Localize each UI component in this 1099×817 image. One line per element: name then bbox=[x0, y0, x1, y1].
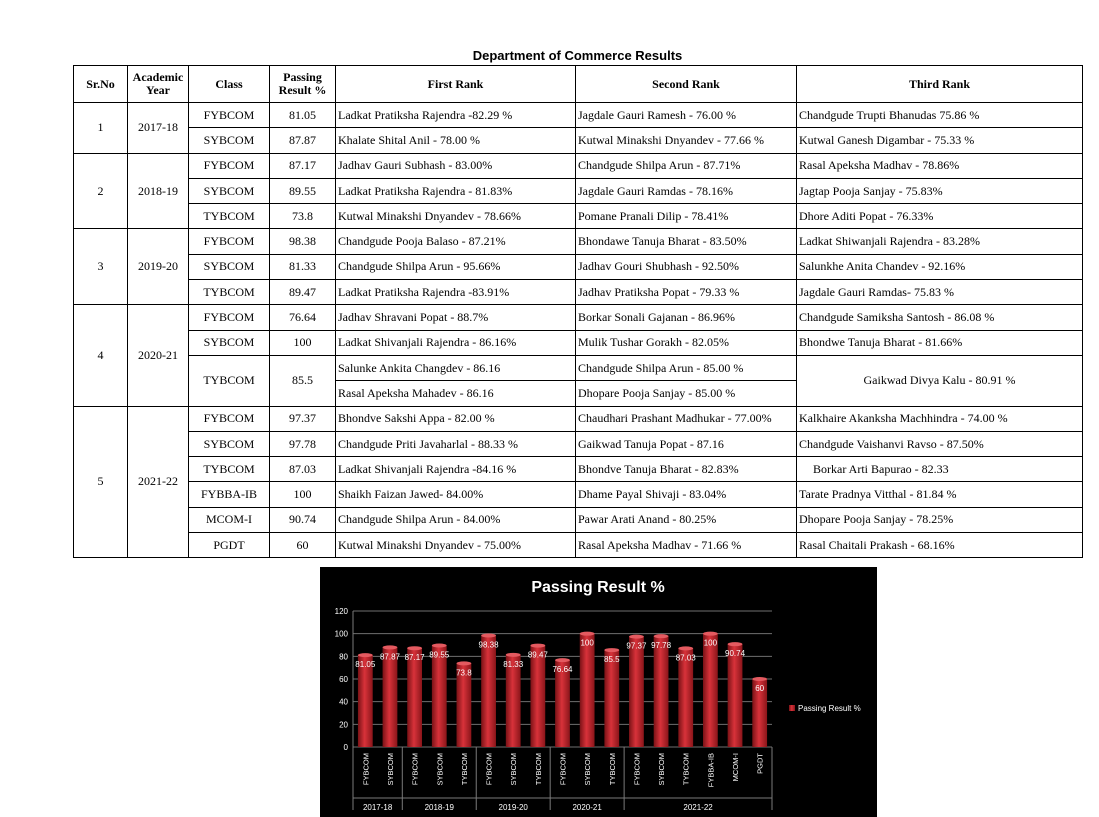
header-academic-year: Academic Year bbox=[128, 66, 189, 103]
table-row bbox=[74, 355, 1083, 380]
header-class: Class bbox=[189, 66, 270, 103]
year-cell: 2019-20 bbox=[128, 229, 189, 305]
class-cell: PGDT bbox=[189, 533, 270, 558]
data-label: 85.5 bbox=[604, 655, 620, 665]
bar-cap bbox=[530, 644, 545, 648]
bar-cap bbox=[383, 645, 398, 649]
third-rank-cell: Dhore Aditi Popat - 76.33% bbox=[797, 204, 1083, 229]
third-rank-cell: Chandgude Samiksha Santosh - 86.08 % bbox=[797, 305, 1083, 330]
third-rank-cell: Ladkat Shiwanjali Rajendra - 83.28% bbox=[797, 229, 1083, 254]
first-rank-cell: Ladkat Shivanjali Rajendra -84.16 % bbox=[336, 457, 576, 482]
class-cell: SYBCOM bbox=[189, 178, 270, 203]
legend-swatch bbox=[789, 705, 795, 711]
table-row bbox=[74, 457, 1083, 482]
first-rank-cell: Shaikh Faizan Jawed- 84.00% bbox=[336, 482, 576, 507]
first-rank-cell: Kutwal Minakshi Dnyandev - 78.66% bbox=[336, 204, 576, 229]
second-rank-cell: Pomane Pranali Dilip - 78.41% bbox=[576, 204, 797, 229]
third-rank-cell: Rasal Apeksha Madhav - 78.86% bbox=[797, 153, 1083, 178]
second-rank-cell: Bhondawe Tanuja Bharat - 83.50% bbox=[576, 229, 797, 254]
first-rank-cell: Chandgude Pooja Balaso - 87.21% bbox=[336, 229, 576, 254]
table-row bbox=[74, 153, 1083, 178]
category-label: SYBCOM bbox=[657, 753, 667, 786]
pass-cell: 81.05 bbox=[270, 103, 336, 128]
srno-cell: 3 bbox=[74, 229, 128, 305]
data-label: 89.55 bbox=[429, 650, 450, 660]
table-row bbox=[74, 406, 1083, 431]
third-rank-cell: Dhopare Pooja Sanjay - 78.25% bbox=[797, 507, 1083, 532]
first-rank-cell: Jadhav Gauri Subhash - 83.00% bbox=[336, 153, 576, 178]
class-cell: SYBCOM bbox=[189, 330, 270, 355]
year-cell: 2021-22 bbox=[128, 406, 189, 558]
first-rank-cell: Ladkat Pratiksha Rajendra - 81.83% bbox=[336, 178, 576, 203]
y-tick-label: 60 bbox=[339, 675, 348, 684]
y-tick-label: 0 bbox=[343, 743, 348, 752]
data-label: 97.78 bbox=[651, 641, 672, 651]
pass-cell: 98.38 bbox=[270, 229, 336, 254]
group-label: 2020-21 bbox=[572, 803, 602, 812]
third-rank-cell: Gaikwad Divya Kalu - 80.91 % bbox=[797, 355, 1083, 406]
legend-label: Passing Result % bbox=[798, 704, 861, 713]
table-row bbox=[74, 507, 1083, 532]
bar bbox=[654, 636, 669, 747]
class-cell: TYBCOM bbox=[189, 204, 270, 229]
data-label: 100 bbox=[703, 638, 718, 648]
pass-cell: 87.03 bbox=[270, 457, 336, 482]
first-rank-cell: Bhondve Sakshi Appa - 82.00 % bbox=[336, 406, 576, 431]
bar bbox=[678, 648, 693, 747]
first-rank-cell: Chandgude Priti Javaharlal - 88.33 % bbox=[336, 431, 576, 456]
bar-cap bbox=[678, 646, 693, 650]
data-label: 76.64 bbox=[552, 665, 573, 675]
class-cell: FYBCOM bbox=[189, 305, 270, 330]
table-row bbox=[74, 128, 1083, 153]
class-cell: FYBCOM bbox=[189, 229, 270, 254]
header-third-rank: Third Rank bbox=[797, 66, 1083, 103]
bar-cap bbox=[506, 653, 521, 657]
page-title: Department of Commerce Results bbox=[472, 48, 683, 63]
pass-cell: 100 bbox=[270, 482, 336, 507]
category-label: MCOM-I bbox=[731, 753, 741, 782]
header-passing-result: Passing Result % bbox=[270, 66, 336, 103]
bar bbox=[629, 637, 644, 747]
table-row bbox=[74, 103, 1083, 128]
category-label: FYBBA-IB bbox=[706, 753, 716, 788]
bar bbox=[580, 634, 595, 747]
header-srno: Sr.No bbox=[74, 66, 128, 103]
data-label: 98.38 bbox=[478, 640, 499, 650]
category-label: PGDT bbox=[755, 753, 765, 774]
pass-cell: 73.8 bbox=[270, 204, 336, 229]
data-label: 81.05 bbox=[355, 660, 376, 670]
first-rank-cell: Salunke Ankita Changdev - 86.16 bbox=[336, 355, 576, 380]
second-rank-cell: Dhopare Pooja Sanjay - 85.00 % bbox=[576, 381, 797, 406]
class-cell: FYBBA-IB bbox=[189, 482, 270, 507]
bar bbox=[481, 636, 496, 747]
table-row bbox=[74, 533, 1083, 558]
pass-cell: 87.17 bbox=[270, 153, 336, 178]
header-second-rank: Second Rank bbox=[576, 66, 797, 103]
category-label: TYBCOM bbox=[533, 753, 543, 786]
category-label: SYBCOM bbox=[509, 753, 519, 786]
data-label: 87.03 bbox=[675, 653, 696, 663]
srno-cell: 2 bbox=[74, 153, 128, 229]
second-rank-cell: Kutwal Minakshi Dnyandev - 77.66 % bbox=[576, 128, 797, 153]
second-rank-cell: Gaikwad Tanuja Popat - 87.16 bbox=[576, 431, 797, 456]
third-rank-cell: Jagtap Pooja Sanjay - 75.83% bbox=[797, 178, 1083, 203]
bar-cap bbox=[728, 642, 743, 646]
third-rank-cell: Salunkhe Anita Chandev - 92.16% bbox=[797, 254, 1083, 279]
third-rank-cell: Kalkhaire Akanksha Machhindra - 74.00 % bbox=[797, 406, 1083, 431]
first-rank-cell: Kutwal Minakshi Dnyandev - 75.00% bbox=[336, 533, 576, 558]
table-row bbox=[74, 254, 1083, 279]
y-tick-label: 80 bbox=[339, 652, 348, 662]
category-label: TYBCOM bbox=[681, 753, 691, 786]
pass-cell: 87.87 bbox=[270, 128, 336, 153]
bar-cap bbox=[432, 644, 447, 648]
second-rank-cell: Chandgude Shilpa Arun - 85.00 % bbox=[576, 355, 797, 380]
pass-cell: 90.74 bbox=[270, 507, 336, 532]
year-cell: 2020-21 bbox=[128, 305, 189, 406]
srno-cell: 5 bbox=[74, 406, 128, 558]
category-label: FYBCOM bbox=[632, 753, 642, 786]
second-rank-cell: Dhame Payal Shivaji - 83.04% bbox=[576, 482, 797, 507]
group-label: 2018-19 bbox=[424, 803, 454, 812]
pass-cell: 89.55 bbox=[270, 178, 336, 203]
data-label: 87.17 bbox=[404, 653, 425, 663]
table-row bbox=[74, 204, 1083, 229]
first-rank-cell: Ladkat Shivanjali Rajendra - 86.16% bbox=[336, 330, 576, 355]
bar bbox=[407, 648, 422, 747]
second-rank-cell: Mulik Tushar Gorakh - 82.05% bbox=[576, 330, 797, 355]
class-cell: TYBCOM bbox=[189, 355, 270, 406]
bar-cap bbox=[703, 632, 718, 636]
data-label: 100 bbox=[580, 638, 594, 648]
data-label: 87.87 bbox=[379, 652, 400, 662]
bar bbox=[728, 644, 743, 747]
passing-result-chart bbox=[320, 567, 877, 817]
first-rank-cell: Khalate Shital Anil - 78.00 % bbox=[336, 128, 576, 153]
results-table bbox=[73, 65, 1083, 558]
bar-cap bbox=[457, 661, 472, 665]
category-label: TYBCOM bbox=[459, 753, 469, 786]
group-label: 2019-20 bbox=[498, 803, 528, 812]
category-label: SYBCOM bbox=[385, 753, 395, 786]
third-rank-cell: Rasal Chaitali Prakash - 68.16% bbox=[797, 533, 1083, 558]
y-tick-label: 20 bbox=[339, 720, 348, 730]
third-rank-cell: Chandgude Trupti Bhanudas 75.86 % bbox=[797, 103, 1083, 128]
first-rank-cell: Ladkat Pratiksha Rajendra -82.29 % bbox=[336, 103, 576, 128]
class-cell: FYBCOM bbox=[189, 153, 270, 178]
bar-cap bbox=[629, 635, 644, 639]
second-rank-cell: Chandgude Shilpa Arun - 87.71% bbox=[576, 153, 797, 178]
third-rank-cell: Borkar Arti Bapurao - 82.33 bbox=[797, 457, 1083, 482]
class-cell: SYBCOM bbox=[189, 431, 270, 456]
chart-title: Passing Result % bbox=[531, 579, 665, 596]
first-rank-cell: Rasal Apeksha Mahadev - 86.16 bbox=[336, 381, 576, 406]
srno-cell: 1 bbox=[74, 103, 128, 154]
category-label: FYBCOM bbox=[558, 753, 568, 786]
table-row bbox=[74, 229, 1083, 254]
bar-cap bbox=[407, 646, 422, 650]
class-cell: SYBCOM bbox=[189, 254, 270, 279]
pass-cell: 100 bbox=[270, 330, 336, 355]
second-rank-cell: Jadhav Pratiksha Popat - 79.33 % bbox=[576, 280, 797, 305]
second-rank-cell: Pawar Arati Anand - 80.25% bbox=[576, 507, 797, 532]
bar-cap bbox=[752, 677, 767, 681]
table-row bbox=[74, 330, 1083, 355]
class-cell: MCOM-I bbox=[189, 507, 270, 532]
pass-cell: 97.78 bbox=[270, 431, 336, 456]
bar-cap bbox=[555, 658, 570, 662]
category-label: FYBCOM bbox=[361, 753, 371, 786]
bar-cap bbox=[654, 634, 669, 638]
pass-cell: 97.37 bbox=[270, 406, 336, 431]
bar-cap bbox=[580, 632, 595, 636]
category-label: SYBCOM bbox=[583, 753, 593, 786]
data-label: 60 bbox=[755, 684, 765, 693]
first-rank-cell: Jadhav Shravani Popat - 88.7% bbox=[336, 305, 576, 330]
y-tick-label: 40 bbox=[339, 697, 348, 707]
data-label: 89.47 bbox=[527, 650, 548, 660]
third-rank-cell: Tarate Pradnya Vitthal - 81.84 % bbox=[797, 482, 1083, 507]
data-label: 73.8 bbox=[456, 668, 472, 678]
third-rank-cell: Bhondwe Tanuja Bharat - 81.66% bbox=[797, 330, 1083, 355]
class-cell: SYBCOM bbox=[189, 128, 270, 153]
pass-cell: 76.64 bbox=[270, 305, 336, 330]
third-rank-cell: Chandgude Vaishanvi Ravso - 87.50% bbox=[797, 431, 1083, 456]
year-cell: 2017-18 bbox=[128, 103, 189, 154]
class-cell: TYBCOM bbox=[189, 280, 270, 305]
pass-cell: 89.47 bbox=[270, 280, 336, 305]
category-label: SYBCOM bbox=[435, 753, 445, 786]
second-rank-cell: Jagdale Gauri Ramesh - 76.00 % bbox=[576, 103, 797, 128]
table-row bbox=[74, 280, 1083, 305]
second-rank-cell: Borkar Sonali Gajanan - 86.96% bbox=[576, 305, 797, 330]
class-cell: FYBCOM bbox=[189, 406, 270, 431]
second-rank-cell: Bhondve Tanuja Bharat - 82.83% bbox=[576, 457, 797, 482]
first-rank-cell: Ladkat Pratiksha Rajendra -83.91% bbox=[336, 280, 576, 305]
bar bbox=[703, 634, 718, 747]
data-label: 81.33 bbox=[503, 659, 524, 669]
first-rank-cell: Chandgude Shilpa Arun - 84.00% bbox=[336, 507, 576, 532]
srno-cell: 4 bbox=[74, 305, 128, 406]
second-rank-cell: Chaudhari Prashant Madhukar - 77.00% bbox=[576, 406, 797, 431]
category-label: FYBCOM bbox=[484, 753, 494, 786]
group-label: 2021-22 bbox=[683, 803, 713, 812]
category-label: FYBCOM bbox=[410, 753, 420, 786]
bar-cap bbox=[481, 634, 496, 638]
chart-legend bbox=[789, 704, 861, 713]
third-rank-cell: Jagdale Gauri Ramdas- 75.83 % bbox=[797, 280, 1083, 305]
y-tick-label: 120 bbox=[334, 607, 348, 616]
category-label: TYBCOM bbox=[607, 753, 617, 786]
group-label: 2017-18 bbox=[362, 803, 393, 812]
pass-cell: 85.5 bbox=[270, 355, 336, 406]
bar-cap bbox=[604, 648, 619, 652]
data-label: 90.74 bbox=[725, 649, 746, 659]
class-cell: FYBCOM bbox=[189, 103, 270, 128]
year-cell: 2018-19 bbox=[128, 153, 189, 229]
first-rank-cell: Chandgude Shilpa Arun - 95.66% bbox=[336, 254, 576, 279]
bar bbox=[604, 650, 619, 747]
class-cell: TYBCOM bbox=[189, 457, 270, 482]
second-rank-cell: Jagdale Gauri Ramdas - 78.16% bbox=[576, 178, 797, 203]
second-rank-cell: Rasal Apeksha Madhav - 71.66 % bbox=[576, 533, 797, 558]
bar bbox=[432, 646, 447, 747]
y-tick-label: 100 bbox=[334, 629, 348, 639]
bar bbox=[530, 646, 545, 747]
bar-cap bbox=[358, 653, 373, 657]
table-row bbox=[74, 482, 1083, 507]
header-first-rank: First Rank bbox=[336, 66, 576, 103]
bar bbox=[383, 647, 398, 747]
table-row bbox=[74, 305, 1083, 330]
table-row bbox=[74, 178, 1083, 203]
table-header-row bbox=[74, 66, 1083, 103]
table-row bbox=[74, 431, 1083, 456]
pass-cell: 60 bbox=[270, 533, 336, 558]
pass-cell: 81.33 bbox=[270, 254, 336, 279]
second-rank-cell: Jadhav Gouri Shubhash - 92.50% bbox=[576, 254, 797, 279]
third-rank-cell: Kutwal Ganesh Digambar - 75.33 % bbox=[797, 128, 1083, 153]
data-label: 97.37 bbox=[626, 641, 647, 651]
chart-canvas bbox=[320, 567, 877, 817]
